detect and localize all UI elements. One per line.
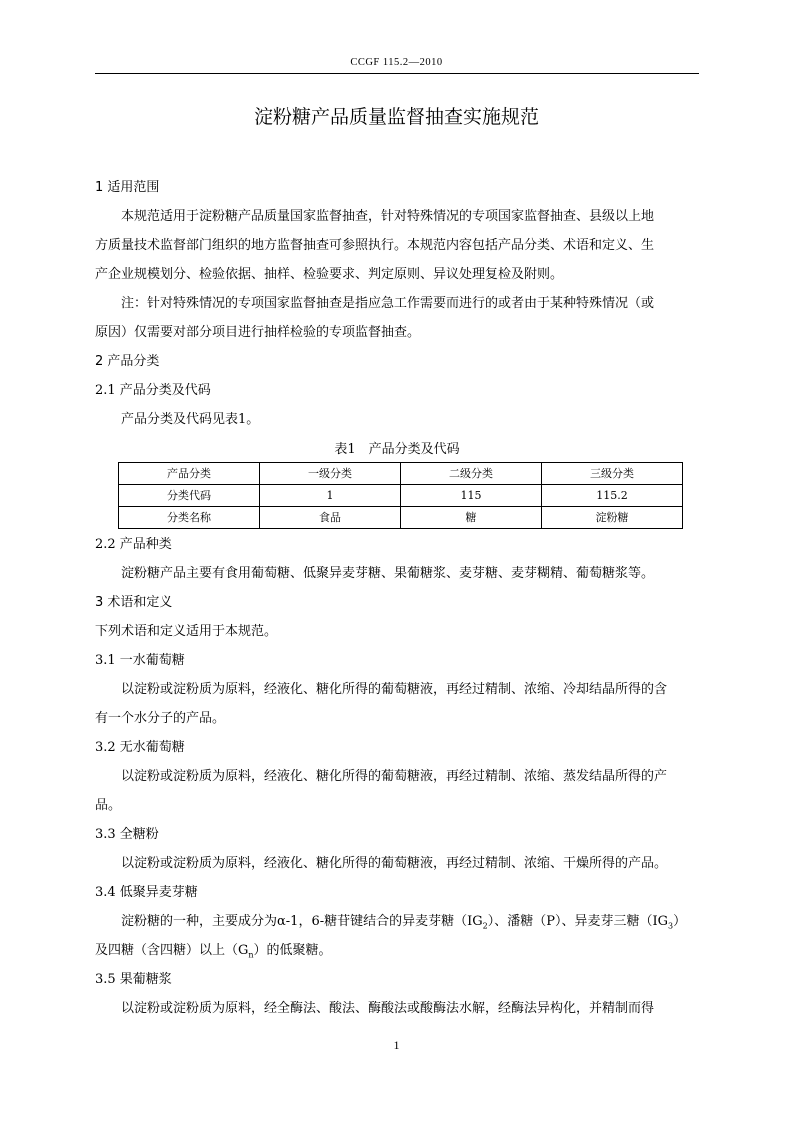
standard-code-header: CCGF 115.2—2010 <box>350 57 443 68</box>
section-3-3-heading: 3.3 全糖粉 <box>95 827 159 842</box>
section-1-heading: 1 适用范围 <box>95 180 160 195</box>
table-cell: 食品 <box>260 507 401 529</box>
section-3-1-heading: 3.1 一水葡萄糖 <box>95 653 185 668</box>
table-cell: 糖 <box>401 507 542 529</box>
product-classification-table <box>118 462 683 529</box>
section-3-5-heading: 3.5 果葡糖浆 <box>95 972 172 987</box>
sec1-paragraph-line-2: 方质量技术监督部门组织的地方监督抽查可参照执行。本规范内容包括产品分类、术语和定义、生 <box>95 238 655 253</box>
table-cell: 淀粉糖 <box>542 507 683 529</box>
text-fragment: 及四糖（含四糖）以上（G <box>95 943 249 958</box>
table-cell: 115.2 <box>542 485 683 507</box>
sec3-5-line-1: 以淀粉或淀粉质为原料，经全酶法、酸法、酶酸法或酸酶法水解，经酶法异构化，并精制而得 <box>121 1001 655 1016</box>
text-fragment: 淀粉糖的一种，主要成分为α-1，6-糖苷键结合的异麦芽糖（IG <box>121 914 483 929</box>
table-1-caption: 表1 产品分类及代码 <box>334 442 460 457</box>
subscript: 2 <box>482 921 488 931</box>
subscript: n <box>248 950 254 960</box>
section-2-heading: 2 产品分类 <box>95 354 160 369</box>
table-row <box>119 507 683 529</box>
subscript: 3 <box>668 921 674 931</box>
table-row <box>119 485 683 507</box>
sec3-3-line-1: 以淀粉或淀粉质为原料，经液化、糖化所得的葡萄糖液，再经过精制、浓缩、干燥所得的产品。 <box>121 856 668 871</box>
document-title: 淀粉糖产品质量监督抽查实施规范 <box>253 106 539 128</box>
sec3-1-line-1: 以淀粉或淀粉质为原料，经液化、糖化所得的葡萄糖液，再经过精制、浓缩、冷却结晶所得的含 <box>121 682 668 697</box>
table-cell: 产品分类 <box>119 463 260 485</box>
text-fragment: ） <box>673 914 687 929</box>
section-2-2-text: 淀粉糖产品主要有食用葡萄糖、低聚异麦芽糖、果葡糖浆、麦芽糖、麦芽糊精、葡萄糖浆等。 <box>121 566 655 581</box>
section-3-heading: 3 术语和定义 <box>95 595 173 610</box>
table-cell: 分类代码 <box>119 485 260 507</box>
section-2-1-heading: 2.1 产品分类及代码 <box>95 383 211 398</box>
sec3-4-line-1 <box>95 907 699 936</box>
text-fragment: ）的低聚糖。 <box>253 943 332 958</box>
sec1-note-line-1: 注：针对特殊情况的专项国家监督抽查是指应急工作需要而进行的或者由于某种特殊情况（或 <box>121 296 655 311</box>
sec3-4-line-2 <box>95 936 699 965</box>
table-cell: 115 <box>401 485 542 507</box>
table-cell: 1 <box>260 485 401 507</box>
sec3-2-line-1: 以淀粉或淀粉质为原料，经液化、糖化所得的葡萄糖液，再经过精制、浓缩、蒸发结晶所得的产 <box>121 769 668 784</box>
table-row <box>119 463 683 485</box>
table-cell: 分类名称 <box>119 507 260 529</box>
table-cell: 三级分类 <box>542 463 683 485</box>
section-2-2-heading: 2.2 产品种类 <box>95 537 172 552</box>
section-3-2-heading: 3.2 无水葡萄糖 <box>95 740 185 755</box>
table-cell: 一级分类 <box>260 463 401 485</box>
sec3-1-line-2: 有一个水分子的产品。 <box>95 711 226 726</box>
document-body <box>95 173 699 1023</box>
page-number: 1 <box>393 1038 400 1052</box>
table-cell: 二级分类 <box>401 463 542 485</box>
section-3-intro: 下列术语和定义适用于本规范。 <box>95 624 278 639</box>
sec1-paragraph-line-1: 本规范适用于淀粉糖产品质量国家监督抽查，针对特殊情况的专项国家监督抽查、县级以上地 <box>121 209 655 224</box>
section-2-1-text: 产品分类及代码见表1。 <box>121 412 260 427</box>
header-divider <box>95 73 699 74</box>
sec3-2-line-2: 品。 <box>95 798 122 813</box>
text-fragment: ）、潘糖（P）、异麦芽三糖（IG <box>487 914 669 929</box>
section-3-4-heading: 3.4 低聚异麦芽糖 <box>95 885 198 900</box>
sec1-paragraph-line-3: 产企业规模划分、检验依据、抽样、检验要求、判定原则、异议处理复检及附则。 <box>95 267 564 282</box>
sec1-note-line-2: 原因）仅需要对部分项目进行抽样检验的专项监督抽查。 <box>95 325 421 340</box>
